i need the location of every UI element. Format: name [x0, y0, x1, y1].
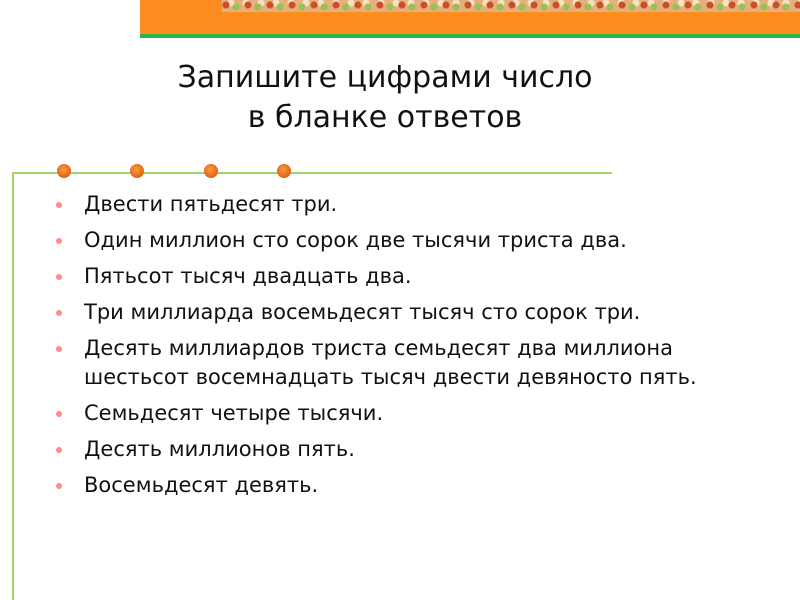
divider-dot-1	[57, 164, 71, 178]
list-item: Семьдесят четыре тысячи.	[56, 399, 736, 428]
list-item: Восемьдесят девять.	[56, 471, 736, 500]
list-item: Пятьсот тысяч двадцать два.	[56, 262, 736, 291]
list-item: Один миллион сто сорок две тысячи триста два.	[56, 226, 736, 255]
title-divider-line	[12, 172, 612, 174]
list-item: Двести пятьдесят три.	[56, 190, 736, 219]
header-decorative-pattern	[222, 0, 800, 12]
divider-dot-4	[277, 164, 291, 178]
divider-dot-3	[204, 164, 218, 178]
slide-title-line-2: в бланке ответов	[247, 100, 523, 135]
header-green-line	[140, 34, 800, 38]
task-list	[56, 190, 736, 507]
divider-dot-2	[130, 164, 144, 178]
list-item: Три миллиарда восемьдесят тысяч сто сорок три.	[56, 298, 736, 327]
left-divider-line	[12, 172, 14, 600]
list-item: Десять миллиардов триста семьдесят два миллиона шестьсот восемнадцать тысяч двести девяносто пять.	[56, 334, 736, 392]
list-item: Десять миллионов пять.	[56, 435, 736, 464]
slide-title-line-1: Запишите цифрами число	[177, 60, 593, 95]
slide-title	[0, 58, 770, 138]
